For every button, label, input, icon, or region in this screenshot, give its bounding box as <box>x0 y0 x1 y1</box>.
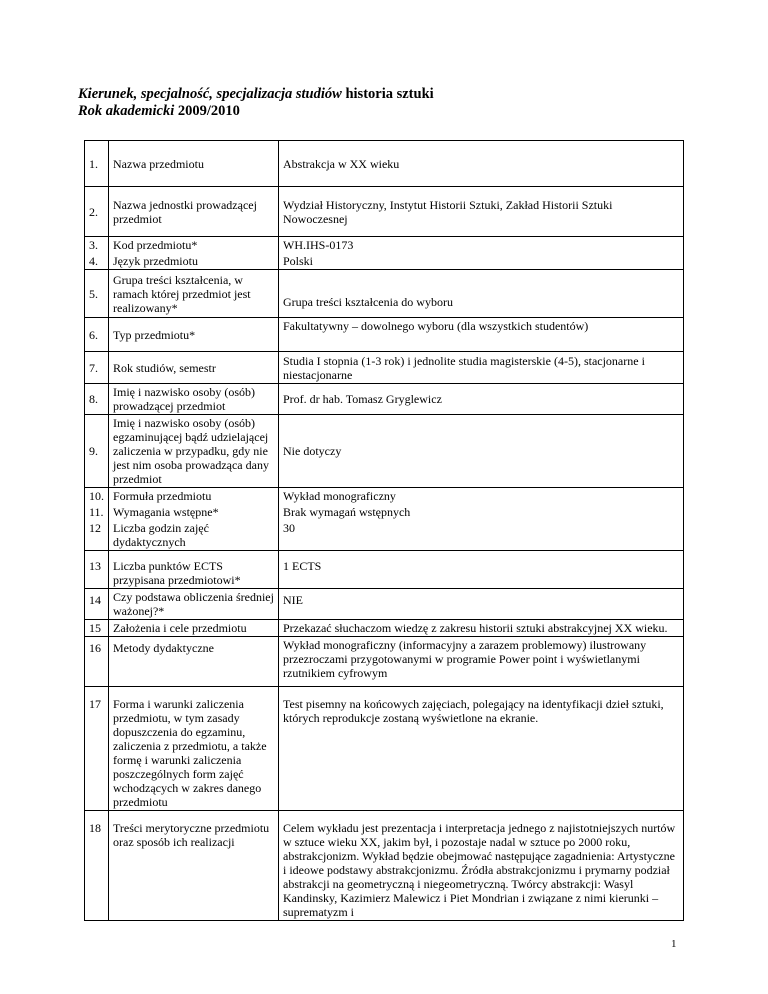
row-label: Nazwa przedmiotu <box>109 141 279 187</box>
row-value: Wykład monograficzny <box>279 488 684 505</box>
field-of-study-line <box>78 86 434 103</box>
page-number: 1 <box>671 938 677 950</box>
row-value: Nie dotyczy <box>279 415 684 488</box>
row-course-name <box>85 141 684 187</box>
row-label: Kod przedmiotu* <box>109 237 279 254</box>
row-label: Rok studiów, semestr <box>109 352 279 384</box>
row-year-semester <box>85 352 684 384</box>
row-unit <box>85 187 684 237</box>
row-label: Imię i nazwisko osoby (osób) egzaminującej bądź udzielającej zaliczenia w przypadku, gdy nie jest nim osoba prowadząca dany przedmiot <box>109 415 279 488</box>
row-number: 6. <box>85 318 109 352</box>
row-label: Założenia i cele przedmiotu <box>109 620 279 637</box>
row-assessment <box>85 687 684 811</box>
academic-year-label: Rok akademicki <box>78 103 175 119</box>
row-label: Metody dydaktyczne <box>109 637 279 687</box>
row-number: 18 <box>85 811 109 921</box>
row-value: Prof. dr hab. Tomasz Gryglewicz <box>279 384 684 415</box>
row-label: Język przedmiotu <box>109 253 279 270</box>
row-goals <box>85 620 684 637</box>
row-number: 1. <box>85 141 109 187</box>
row-number: 12 <box>85 520 109 551</box>
row-label: Treści merytoryczne przedmiotu oraz sposób ich realizacji <box>109 811 279 921</box>
row-value: Celem wykładu jest prezentacja i interpretacja jednego z najistotniejszych nurtów w sztuce wieku XX, jakim był, i pozostaje nadal w sztuce po 2000 roku, abstrakcjonizm. Wykład będzie obejmować następujące zagadnienia: Artystyczne i ideowe podstawy abstrakcjonizmu. Źródła abstrakcjonizmu i prymarny podział abstrakcji na geometryczną i niegeometryczną. Twórcy abstrakcji: Wasyl Kandinsky, Kazimierz Malewicz i Piet Mondrian i związane z nimi kierunki – suprematyzm i <box>279 811 684 921</box>
row-value: Studia I stopnia (1-3 rok) i jednolite studia magisterskie (4-5), stacjonarne i niestacjonarne <box>279 352 684 384</box>
row-value: Brak wymagań wstępnych <box>279 504 684 520</box>
row-content-group <box>85 270 684 318</box>
academic-year-value: 2009/2010 <box>177 103 240 119</box>
row-content <box>85 811 684 921</box>
row-label: Formuła przedmiotu <box>109 488 279 505</box>
row-label: Imię i nazwisko osoby (osób) prowadzącej przedmiot <box>109 384 279 415</box>
row-value: 1 ECTS <box>279 551 684 589</box>
row-weighted-average <box>85 589 684 620</box>
row-number: 10. <box>85 488 109 505</box>
row-course-type <box>85 318 684 352</box>
row-number: 5. <box>85 270 109 318</box>
row-label: Grupa treści kształcenia, w ramach której przedmiot jest realizowany* <box>109 270 279 318</box>
row-label: Forma i warunki zaliczenia przedmiotu, w tym zasady dopuszczenia do egzaminu, zaliczenia z przedmiotu, a także formę i warunki zaliczenia poszczególnych form zajęć wchodzących w zakres danego przedmiotu <box>109 687 279 811</box>
field-of-study-label: Kierunek, specjalność, specjalizacja studiów <box>78 86 342 102</box>
row-label: Liczba godzin zajęć dydaktycznych <box>109 520 279 551</box>
row-value: Polski <box>279 253 684 270</box>
row-value: Przekazać słuchaczom wiedzę z zakresu historii sztuki abstrakcyjnej XX wieku. <box>279 620 684 637</box>
row-number: 3. <box>85 237 109 254</box>
row-number: 17 <box>85 687 109 811</box>
document-header <box>78 86 434 120</box>
row-formula <box>85 488 684 505</box>
row-value: Wykład monograficzny (informacyjny a zarazem problemowy) ilustrowany przezroczami przygotowanymi w programie Power point i wyświetlanymi rzutnikiem cyfrowym <box>279 637 684 687</box>
row-number: 13 <box>85 551 109 589</box>
row-code <box>85 237 684 254</box>
field-of-study-value: historia sztuki <box>345 86 434 102</box>
syllabus-table <box>84 140 684 921</box>
row-number: 14 <box>85 589 109 620</box>
row-label: Typ przedmiotu* <box>109 318 279 352</box>
row-number: 7. <box>85 352 109 384</box>
academic-year-line <box>78 103 434 120</box>
row-value: NIE <box>279 589 684 620</box>
row-value: WH.IHS-0173 <box>279 237 684 254</box>
row-number: 16 <box>85 637 109 687</box>
row-number: 8. <box>85 384 109 415</box>
row-prerequisites <box>85 504 684 520</box>
row-lecturer <box>85 384 684 415</box>
row-value: Fakultatywny – dowolnego wyboru (dla wszystkich studentów) <box>279 318 684 352</box>
row-number: 11. <box>85 504 109 520</box>
row-label: Liczba punktów ECTS przypisana przedmiotowi* <box>109 551 279 589</box>
row-number: 15 <box>85 620 109 637</box>
row-label: Wymagania wstępne* <box>109 504 279 520</box>
row-value: Wydział Historyczny, Instytut Historii Sztuki, Zakład Historii Sztuki Nowoczesnej <box>279 187 684 237</box>
row-hours <box>85 520 684 551</box>
row-ects <box>85 551 684 589</box>
row-examiner <box>85 415 684 488</box>
row-value: Grupa treści kształcenia do wyboru <box>279 270 684 318</box>
row-label: Nazwa jednostki prowadzącej przedmiot <box>109 187 279 237</box>
row-number: 9. <box>85 415 109 488</box>
row-language <box>85 253 684 270</box>
row-value: Abstrakcja w XX wieku <box>279 141 684 187</box>
row-number: 2. <box>85 187 109 237</box>
row-number: 4. <box>85 253 109 270</box>
row-value: Test pisemny na końcowych zajęciach, polegający na identyfikacji dzieł sztuki, których reprodukcje zostaną wyświetlone na ekranie. <box>279 687 684 811</box>
row-label: Czy podstawa obliczenia średniej ważonej?* <box>109 589 279 620</box>
row-methods <box>85 637 684 687</box>
row-value: 30 <box>279 520 684 551</box>
